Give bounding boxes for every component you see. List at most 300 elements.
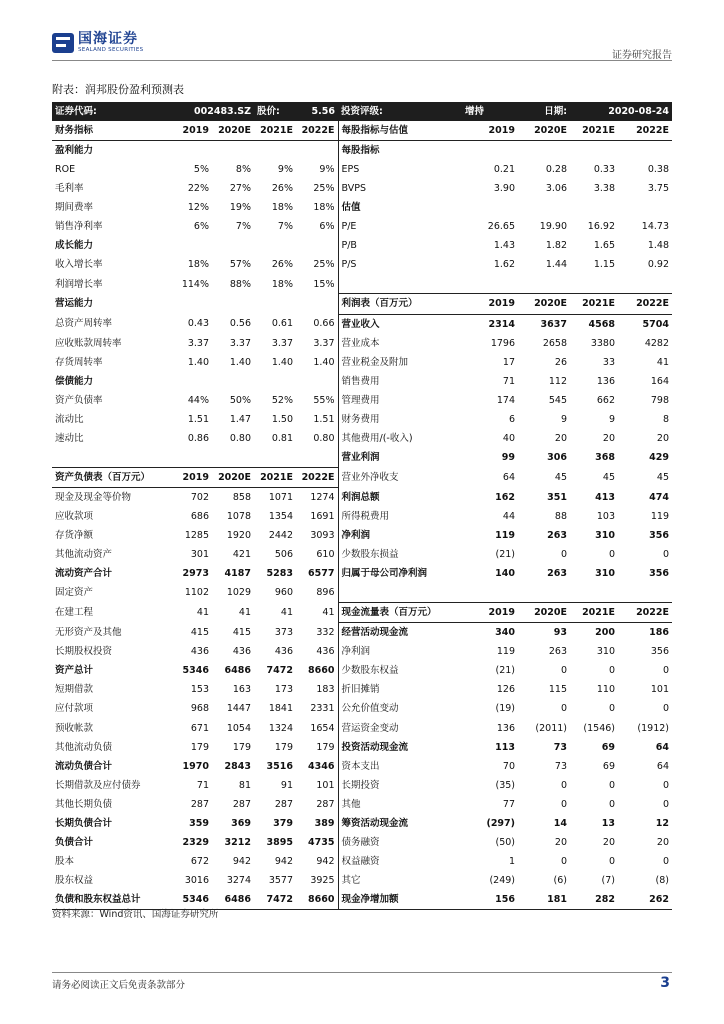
table-cell: 2019 (462, 121, 518, 141)
table-cell: 112 (548, 375, 567, 387)
table-cell: 20 (602, 432, 615, 444)
table-row (52, 719, 672, 738)
table-cell: 70 (502, 760, 515, 772)
table-cell: 7472 (266, 665, 293, 677)
table-cell (618, 583, 672, 603)
table-cell: 356 (650, 646, 669, 658)
table-cell: 671 (190, 722, 209, 734)
table-cell: 942 (316, 855, 335, 867)
table-cell: 0.28 (545, 164, 567, 176)
table-cell: 15% (313, 278, 335, 290)
left-row-label: 固定资产 (55, 587, 94, 599)
table-cell: 0.38 (647, 164, 669, 176)
table-cell: 20 (602, 836, 615, 848)
table-cell (212, 236, 254, 255)
left-row-label: 无形资产及其他 (55, 627, 122, 639)
table-cell: 1078 (226, 511, 251, 522)
table-row (52, 661, 672, 680)
left-row-label: 成长能力 (55, 240, 94, 252)
table-cell: 57% (229, 259, 251, 271)
left-row-label: 其他长期负债 (55, 798, 113, 810)
disclaimer-note: 请务必阅读正文后免责条款部分 (52, 980, 186, 991)
table-cell: 415 (232, 627, 251, 639)
rating-value: 增持 (462, 102, 518, 121)
table-cell: 6 (508, 413, 515, 425)
table-row (52, 757, 672, 776)
table-cell (296, 141, 338, 161)
table-cell: 45 (656, 471, 669, 483)
table-cell: 1324 (268, 722, 293, 734)
table-cell: 4568 (588, 318, 615, 330)
left-row-label: 收入增长率 (55, 259, 103, 271)
table-cell: 26% (271, 259, 293, 271)
table-row (52, 274, 672, 294)
table-row (52, 179, 672, 198)
table-cell: 2019 (156, 467, 212, 487)
table-row (52, 314, 672, 334)
table-cell: 1054 (226, 722, 251, 734)
table-cell: 1029 (226, 587, 251, 599)
left-row-label: 长期借款及应付债券 (55, 779, 141, 791)
table-cell: 3093 (310, 530, 335, 542)
footer-divider (52, 972, 672, 973)
table-cell: 0 (608, 665, 615, 677)
table-cell: 7% (277, 221, 293, 233)
table-cell: 340 (495, 627, 515, 639)
table-cell: 22% (187, 183, 209, 195)
table-cell: 164 (650, 375, 669, 387)
table-cell: 25% (313, 259, 335, 271)
table-cell: 8% (235, 164, 251, 176)
table-cell: 3.38 (593, 183, 615, 195)
table-cell (212, 294, 254, 314)
left-row-label: 在建工程 (55, 607, 94, 619)
table-cell: 173 (274, 684, 293, 696)
table-cell: 896 (316, 587, 335, 599)
page-number: 3 (660, 975, 670, 991)
table-cell: (21) (495, 665, 515, 677)
table-cell: (1912) (637, 722, 669, 734)
table-cell: 4282 (644, 337, 669, 349)
table-cell: 1654 (310, 722, 335, 734)
table-cell: 2331 (310, 703, 335, 715)
table-cell: 282 (570, 890, 618, 910)
left-row-label: 预收帐款 (55, 722, 94, 734)
table-cell: 369 (231, 817, 251, 829)
table-cell: 99 (501, 452, 515, 464)
table-cell: 436 (274, 646, 293, 658)
table-cell: 179 (190, 741, 209, 753)
table-cell: 310 (595, 530, 615, 542)
table-cell: 9% (277, 164, 293, 176)
table-cell: 5% (193, 164, 209, 176)
table-cell: (35) (495, 779, 515, 791)
table-row (52, 776, 672, 795)
table-cell: 960 (274, 587, 293, 599)
logo-chinese-name: 国海证券 (78, 31, 138, 47)
table-cell: 40 (502, 432, 515, 444)
table-cell: 263 (548, 646, 567, 658)
table-cell (254, 448, 296, 468)
table-cell: 1354 (268, 511, 293, 522)
table-cell: 44 (502, 511, 515, 522)
table-cell: 18% (271, 202, 293, 214)
left-row-label: 资产总计 (55, 665, 94, 677)
table-cell: 16.92 (587, 221, 615, 233)
table-row (52, 814, 672, 833)
right-row-label: P/E (338, 217, 462, 236)
right-row-label: P/B (338, 236, 462, 255)
right-row-label: 营业收入 (338, 314, 462, 334)
table-cell: 17 (502, 356, 515, 368)
table-cell: 1796 (490, 337, 515, 349)
table-cell: 3895 (266, 836, 293, 848)
table-cell: 45 (554, 471, 567, 483)
table-cell: 0.66 (313, 318, 335, 330)
table-cell (570, 141, 618, 161)
right-row-label: 资本支出 (338, 757, 462, 776)
table-cell: 0.81 (271, 432, 293, 444)
table-top-bar (52, 102, 672, 121)
table-cell: 436 (232, 646, 251, 658)
table-cell: 0 (608, 855, 615, 867)
table-cell: 356 (649, 530, 669, 542)
left-row-label: 流动比 (55, 413, 84, 425)
table-cell: 1.40 (229, 356, 251, 368)
table-cell: 3.06 (545, 183, 567, 195)
forecast-table-container (52, 102, 672, 910)
table-cell: 115 (548, 684, 567, 696)
table-cell: 3016 (184, 874, 209, 886)
forecast-table (52, 102, 672, 910)
table-cell: 103 (596, 511, 615, 522)
table-cell: 41 (280, 607, 293, 619)
table-cell: 183 (316, 684, 335, 696)
table-row (52, 738, 672, 757)
left-row-label: 资产负债表（百万元） (52, 467, 156, 487)
table-cell: 436 (316, 646, 335, 658)
table-cell (462, 198, 518, 217)
table-cell: 2658 (542, 337, 567, 349)
table-cell: 1285 (184, 530, 209, 542)
left-row-label: 短期借款 (55, 684, 94, 696)
table-cell (618, 198, 672, 217)
table-cell: 113 (495, 741, 515, 753)
table-cell: 436 (190, 646, 209, 658)
table-cell: 110 (596, 684, 615, 696)
table-cell: 0 (662, 855, 669, 867)
table-cell: 3516 (266, 760, 293, 772)
table-cell: 413 (595, 491, 615, 503)
table-cell (296, 236, 338, 255)
table-cell: 1.51 (187, 413, 209, 425)
table-cell: 93 (553, 627, 567, 639)
table-cell: 26.65 (487, 221, 515, 233)
table-cell: 9 (608, 413, 615, 425)
table-row (52, 852, 672, 871)
left-row-label: 存货净额 (55, 530, 94, 542)
left-row-label: 利润增长率 (55, 278, 103, 290)
table-cell: 27% (229, 183, 251, 195)
table-cell: 2019 (462, 603, 518, 623)
data-source-note: 资料来源：Wind资讯、国海证券研究所 (52, 909, 219, 920)
table-cell: 55% (313, 394, 335, 406)
left-row-label: 应收账款周转率 (55, 337, 122, 349)
table-cell (296, 294, 338, 314)
table-row (52, 448, 672, 468)
table-cell: 1920 (226, 530, 251, 542)
header-divider (52, 60, 672, 61)
table-cell (518, 583, 570, 603)
table-cell: 6% (319, 221, 335, 233)
table-row (52, 507, 672, 526)
right-row-label: 营业税金及附加 (338, 353, 462, 372)
table-cell: 1841 (268, 703, 293, 715)
table-cell: 64 (656, 760, 669, 772)
table-cell: 2021E (570, 121, 618, 141)
table-cell: (7) (601, 874, 615, 886)
table-row (52, 680, 672, 699)
table-cell: 3.37 (229, 337, 251, 349)
table-cell: 153 (190, 684, 209, 696)
table-cell: 2020E (518, 294, 570, 314)
table-cell: 1.40 (313, 356, 335, 368)
left-row-label: ROE (55, 164, 76, 176)
table-cell: 3274 (226, 874, 251, 886)
table-row (52, 583, 672, 603)
table-cell: 3.90 (493, 183, 515, 195)
table-cell: 162 (495, 491, 515, 503)
right-row-label: 归属于母公司净利润 (338, 564, 462, 583)
table-cell (156, 236, 212, 255)
table-row (52, 141, 672, 161)
table-cell: 3.37 (187, 337, 209, 349)
table-cell: 1447 (226, 703, 251, 715)
table-cell: 25% (313, 183, 335, 195)
logo-icon (52, 33, 74, 53)
table-cell: 0.21 (493, 164, 515, 176)
table-cell: 310 (595, 568, 615, 580)
table-cell: 81 (238, 779, 251, 791)
left-row-label: 速动比 (55, 432, 84, 444)
table-cell: 101 (650, 684, 669, 696)
table-cell: 174 (496, 394, 515, 406)
price-value: 5.56 (296, 102, 338, 121)
right-row-label: 现金净增加额 (338, 890, 462, 910)
table-cell: 3925 (310, 874, 335, 886)
table-cell: 2020E (518, 603, 570, 623)
table-cell: 1071 (268, 491, 293, 503)
table-cell: 1.40 (187, 356, 209, 368)
left-row-label (52, 448, 156, 468)
table-cell: 506 (274, 549, 293, 561)
table-cell: 263 (547, 530, 567, 542)
right-row-label: 净利润 (338, 642, 462, 661)
left-row-label: 盈利能力 (55, 145, 94, 157)
table-cell: 19.90 (539, 221, 567, 233)
table-cell: 287 (274, 798, 293, 810)
table-cell (570, 274, 618, 294)
table-cell: 262 (618, 890, 672, 910)
table-cell: 6486 (212, 890, 254, 910)
table-cell: 26 (554, 356, 567, 368)
right-row-label: 每股指标与估值 (338, 121, 462, 141)
table-cell (462, 583, 518, 603)
table-cell: 287 (190, 798, 209, 810)
table-cell: 415 (190, 627, 209, 639)
right-row-label: 估值 (338, 198, 462, 217)
table-cell: 1274 (310, 491, 335, 503)
table-cell: 0 (608, 779, 615, 791)
table-cell: 1.50 (271, 413, 293, 425)
right-row-label: 公允价值变动 (338, 699, 462, 718)
table-cell: 301 (190, 549, 209, 561)
left-row-label: 股本 (55, 855, 75, 867)
right-row-label: 财务费用 (338, 410, 462, 429)
left-row-label: 负债和股东权益总计 (52, 890, 156, 910)
table-cell: 8 (662, 413, 669, 425)
table-cell: 2019 (156, 121, 212, 141)
right-row-label: P/S (338, 255, 462, 274)
table-cell: 119 (495, 530, 515, 542)
table-row (52, 121, 672, 141)
table-cell: 1102 (184, 587, 209, 599)
table-cell: 91 (280, 779, 293, 791)
table-cell: 2442 (268, 530, 293, 542)
right-row-label: 利润表（百万元） (338, 294, 462, 314)
right-row-label: 债务融资 (338, 833, 462, 852)
table-cell: 610 (316, 549, 335, 561)
table-cell: 858 (232, 491, 251, 503)
table-cell: 64 (655, 741, 669, 753)
table-row (52, 526, 672, 545)
table-cell: 686 (190, 511, 209, 522)
table-cell: 662 (596, 394, 615, 406)
table-row (52, 871, 672, 890)
logo-english-name: SEALAND SECURITIES (78, 47, 144, 53)
table-row (52, 467, 672, 487)
table-cell: 368 (595, 452, 615, 464)
table-cell: 69 (602, 760, 615, 772)
table-cell: 0 (560, 855, 567, 867)
table-cell: 672 (190, 855, 209, 867)
table-cell: 0 (662, 703, 669, 715)
table-cell: 0 (662, 665, 669, 677)
table-row (52, 699, 672, 718)
table-cell: 20 (554, 432, 567, 444)
table-cell: 2973 (182, 568, 209, 580)
table-cell: 1.51 (313, 413, 335, 425)
table-cell: 0.86 (187, 432, 209, 444)
table-cell: 287 (316, 798, 335, 810)
right-row-label (338, 583, 462, 603)
table-cell (254, 294, 296, 314)
table-row (52, 564, 672, 583)
table-cell: (249) (489, 874, 515, 886)
table-cell: (50) (495, 836, 515, 848)
table-row (52, 623, 672, 643)
table-cell: 13 (601, 817, 615, 829)
stock-code-value: 002483.SZ (156, 102, 254, 121)
table-cell (156, 372, 212, 391)
table-cell: 0 (560, 703, 567, 715)
table-cell: (297) (486, 817, 515, 829)
table-cell: 1.40 (271, 356, 293, 368)
table-row (52, 294, 672, 314)
table-cell (212, 141, 254, 161)
table-cell: 0.43 (187, 318, 209, 330)
table-cell: 2021E (570, 603, 618, 623)
table-cell: 2843 (224, 760, 251, 772)
left-row-label: 资产负债率 (55, 394, 103, 406)
right-row-label: 营业利润 (338, 448, 462, 468)
table-cell: 474 (649, 491, 669, 503)
table-cell: 18% (313, 202, 335, 214)
table-cell: 3577 (268, 874, 293, 886)
table-cell: 332 (316, 627, 335, 639)
table-cell: 119 (496, 646, 515, 658)
table-cell: 1.48 (647, 240, 669, 252)
table-cell: 14 (553, 817, 567, 829)
table-cell: 3380 (590, 337, 615, 349)
right-row-label: 其他 (338, 795, 462, 814)
table-cell: 2020E (212, 121, 254, 141)
table-cell: 379 (273, 817, 293, 829)
right-row-label: 所得税费用 (338, 507, 462, 526)
table-cell: 77 (502, 798, 515, 810)
table-cell: 2021E (254, 467, 296, 487)
table-cell: 8660 (296, 890, 338, 910)
left-row-label: 流动负债合计 (55, 760, 113, 772)
date-value: 2020-08-24 (570, 102, 672, 121)
table-cell: 356 (649, 568, 669, 580)
left-row-label: 其他流动资产 (55, 549, 113, 561)
table-cell: (19) (495, 703, 515, 715)
table-cell: 263 (547, 568, 567, 580)
table-cell: 0 (662, 549, 669, 561)
right-row-label: 少数股东权益 (338, 661, 462, 680)
table-cell: 12 (655, 817, 669, 829)
table-cell: 73 (553, 741, 567, 753)
table-cell (156, 141, 212, 161)
rating-label: 投资评级: (338, 102, 462, 121)
right-row-label: 其他费用/(-收入) (338, 429, 462, 448)
table-cell: 20 (554, 836, 567, 848)
left-row-label: 股东权益 (55, 874, 94, 886)
right-row-label: 管理费用 (338, 391, 462, 410)
table-cell: 8660 (308, 665, 335, 677)
table-row (52, 642, 672, 661)
table-cell: 18% (271, 278, 293, 290)
table-cell: 71 (502, 375, 515, 387)
table-cell: 6486 (224, 665, 251, 677)
table-cell: 4346 (308, 760, 335, 772)
table-cell: 968 (190, 703, 209, 715)
table-cell (156, 448, 212, 468)
table-cell: 2020E (212, 467, 254, 487)
left-row-label: 销售净利率 (55, 221, 103, 233)
table-cell: 2021E (570, 294, 618, 314)
right-row-label: 每股指标 (338, 141, 462, 161)
table-cell: 33 (602, 356, 615, 368)
table-cell: 0 (560, 798, 567, 810)
left-row-label: 期间费率 (55, 202, 94, 214)
table-cell: 7472 (254, 890, 296, 910)
table-cell (462, 141, 518, 161)
table-cell: 44% (187, 394, 209, 406)
table-row (52, 795, 672, 814)
table-row (52, 198, 672, 217)
